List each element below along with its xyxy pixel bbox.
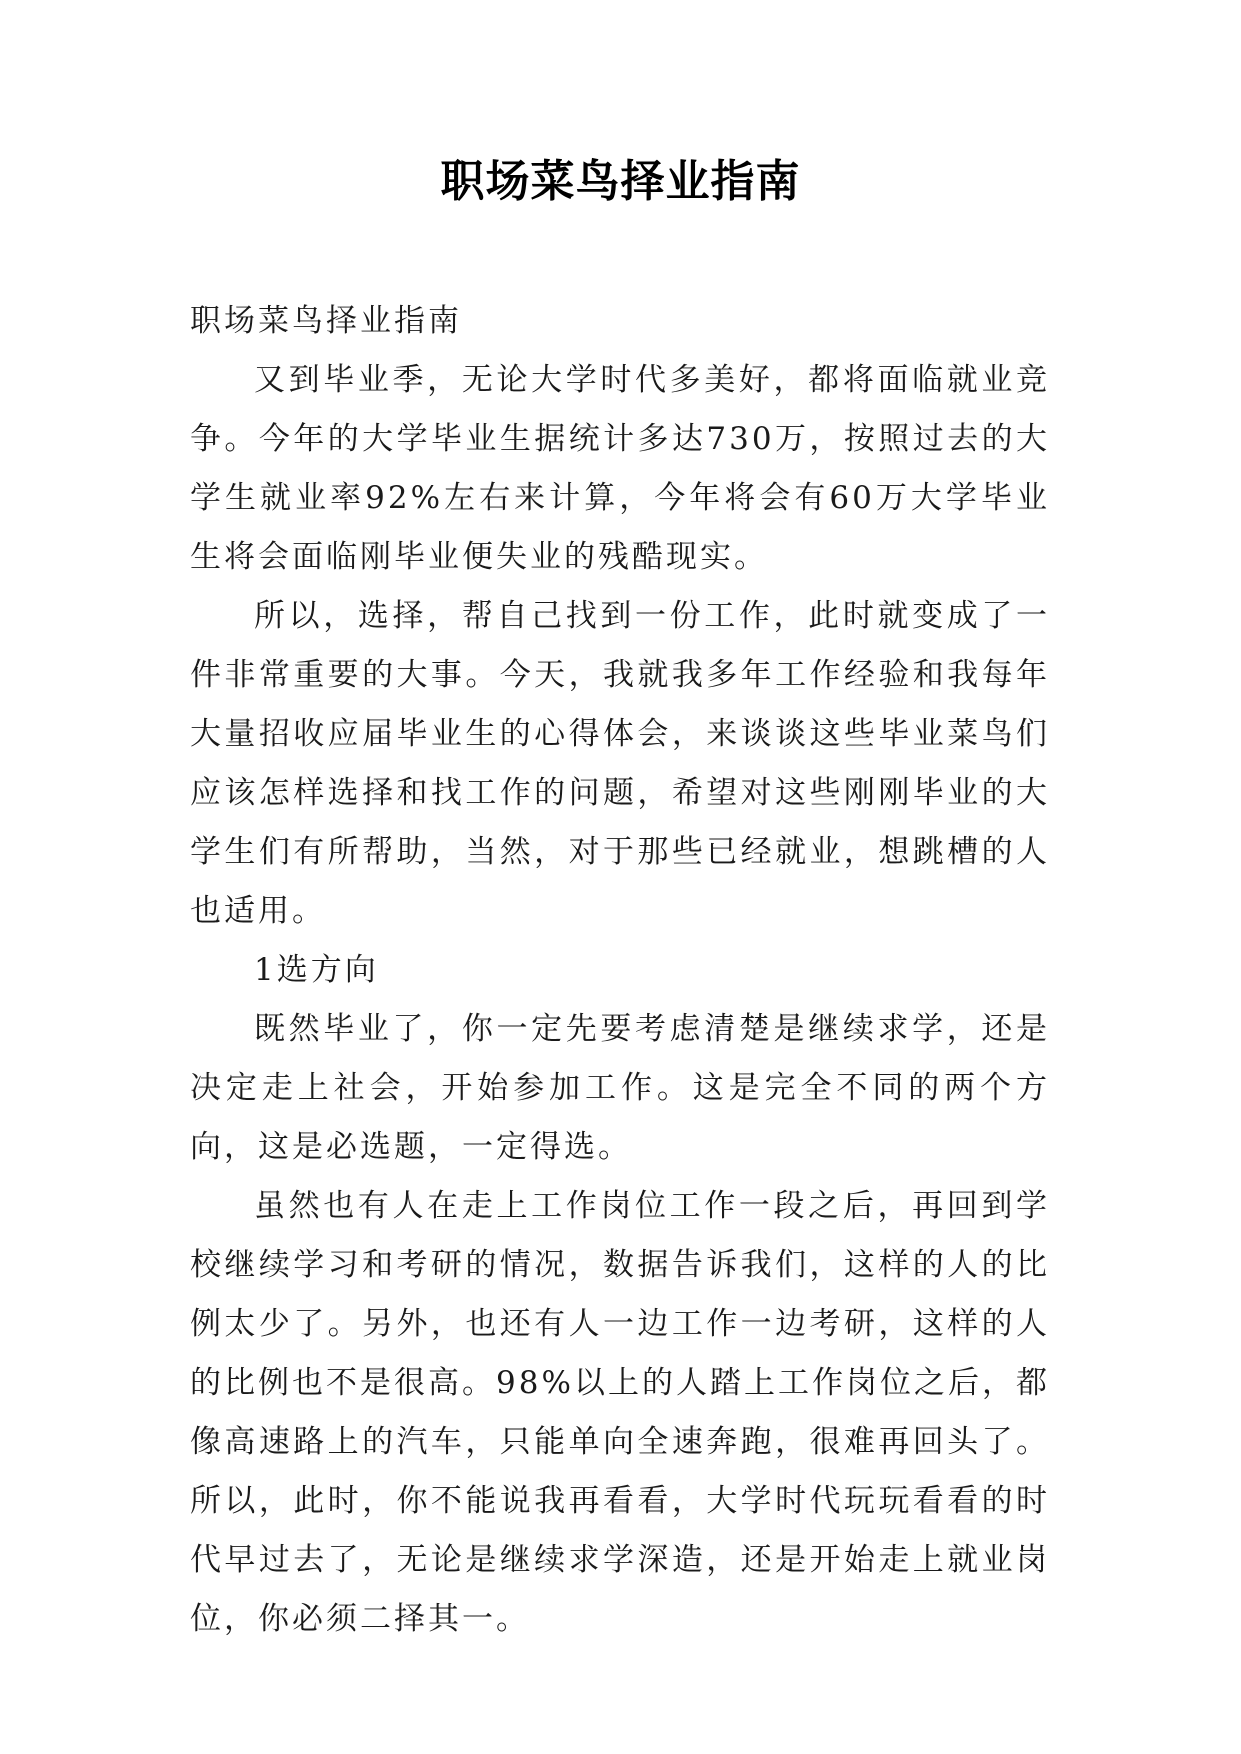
body-heading: 职场菜鸟择业指南 xyxy=(190,303,462,339)
paragraph-choice: 虽然也有人在走上工作岗位工作一段之后，再回到学校继续学习和考研的情况，数据告诉我们，这样的人的比例太少了。另外，也还有人一边工作一边考研，这样的人的比例也不是很高。98%以上的人踏上工作岗位之后，都像高速路上的汽车，只能单向全速奔跑，很难再回头了。所以，此时，你不能说我再看看，大学时代玩玩看看的时代早过去了，无论是继续求学深造，还是开始走上就业岗位，你必须二择其一。 xyxy=(190,1188,1050,1637)
paragraph-direction: 既然毕业了，你一定先要考虑清楚是继续求学，还是决定走上社会，开始参加工作。这是完全不同的两个方向，这是必选题，一定得选。 xyxy=(190,1011,1050,1165)
section-heading-direction: 1选方向 xyxy=(254,952,379,988)
document-title: 职场菜鸟择业指南 xyxy=(440,156,801,207)
paragraph-intro: 又到毕业季，无论大学时代多美好，都将面临就业竞争。今年的大学毕业生据统计多达730万，按照过去的大学生就业率92%左右来计算，今年将会有60万大学毕业生将会面临刚毕业便失业的残酷现实。 xyxy=(190,362,1050,575)
paragraph-purpose: 所以，选择，帮自己找到一份工作，此时就变成了一件非常重要的大事。今天，我就我多年工作经验和我每年大量招收应届毕业生的心得体会，来谈谈这些毕业菜鸟们应该怎样选择和找工作的问题，希望对这些刚刚毕业的大学生们有所帮助，当然，对于那些已经就业，想跳槽的人也适用。 xyxy=(190,598,1050,929)
document-body xyxy=(190,292,1050,1649)
